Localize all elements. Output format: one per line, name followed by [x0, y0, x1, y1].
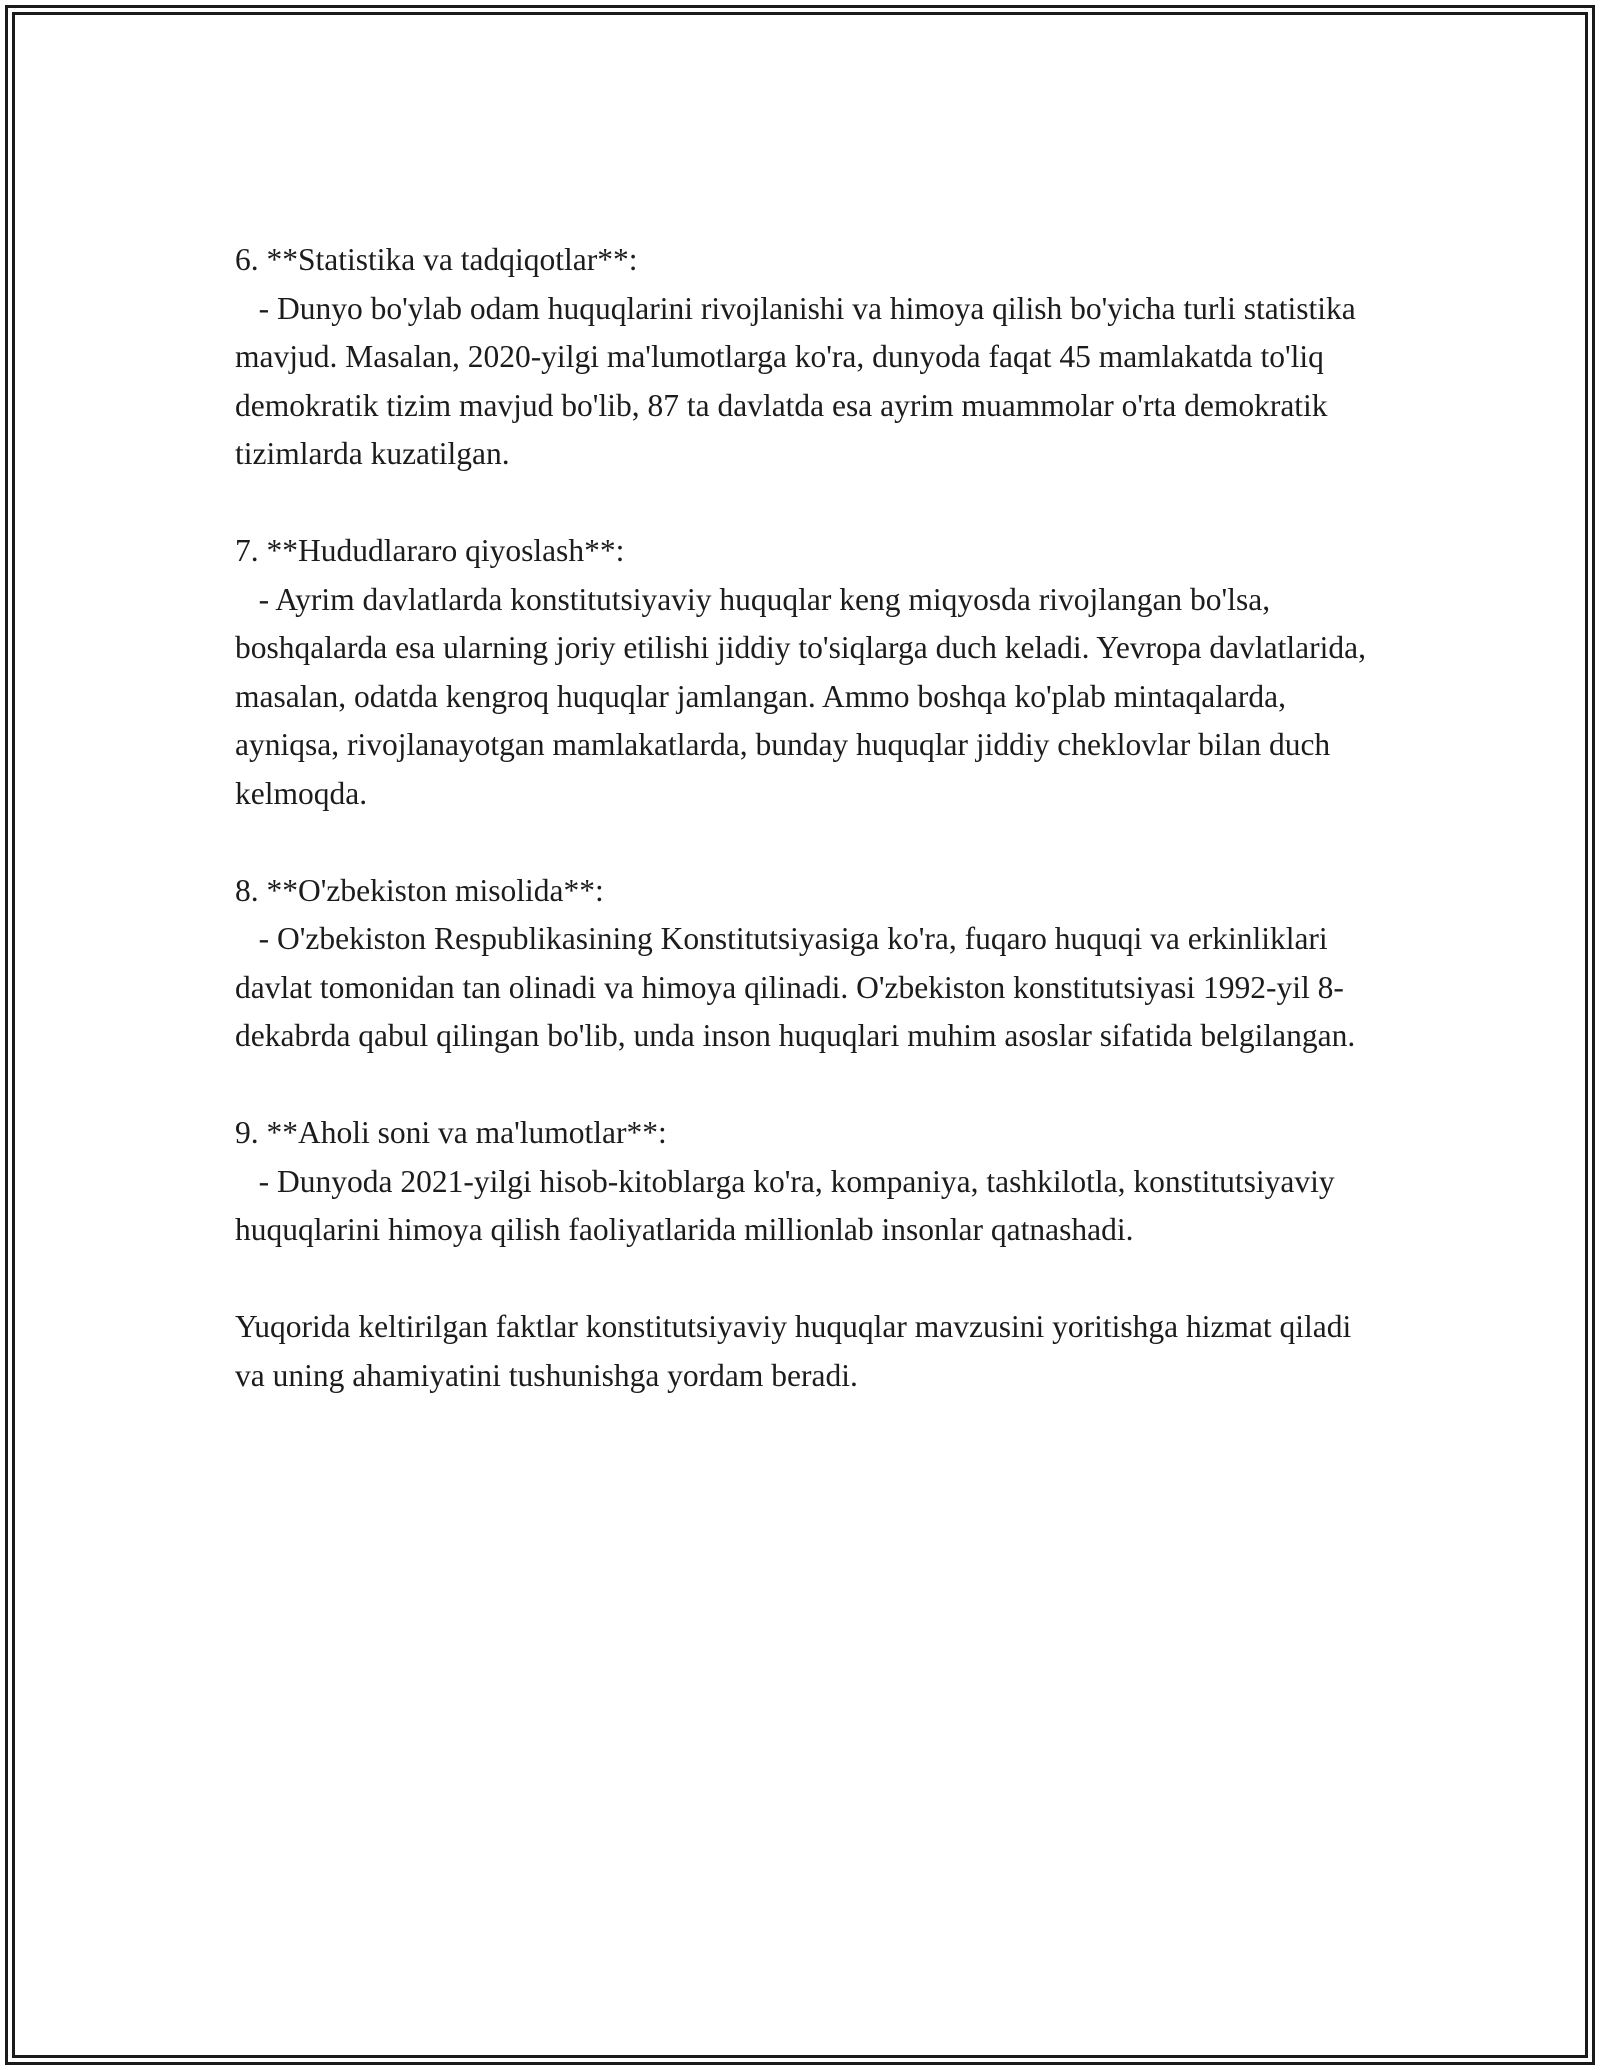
conclusion-paragraph: Yuqorida keltirilgan faktlar konstitutsiyaviy huquqlar mavzusini yoritishga hizmat qiladi va uning ahamiyatini tushunishga yordam beradi.: [235, 1309, 1360, 1393]
section-bullet: - O'zbekiston Respublikasining Konstitutsiyasiga ko'ra, fuqaro huquqi va erkinliklari davlat tomonidan tan olinadi va himoya qilinadi. O'zbekiston konstitutsiyasi 1992-yil 8-dekabrda qabul qilingan bo'lib, unda inson huquqlari muhim asoslar sifatida belgilangan.: [235, 921, 1356, 1053]
section-heading: 9. **Aholi soni va ma'lumotlar**:: [235, 1115, 667, 1150]
section-uzbekistan-example: [235, 867, 1375, 1061]
section-heading: 8. **O'zbekiston misolida**:: [235, 872, 604, 908]
section-bullet: - Ayrim davlatlarda konstitutsiyaviy huquqlar keng miqyosda rivojlangan bo'lsa, boshqalarda esa ularning joriy etilishi jiddiy to'siqlarga duch keladi. Yevropa davlatlarida, masalan, odatda kengroq huquqlar jamlangan. Ammo boshqa ko'plab mintaqalarda, ayniqsa, rivojlanayotgan mamlakatlarda, bunday huquqlar jiddiy cheklovlar bilan duch kelmoqda.: [235, 581, 1374, 811]
section-bullet: - Dunyoda 2021-yilgi hisob-kitoblarga ko'ra, kompaniya, tashkilotla, konstitutsiyaviy huquqlarini himoya qilish faoliyatlarida millionlab insonlar qatnashadi.: [235, 1163, 1343, 1247]
section-heading: 7. **Hududlararo qiyoslash**:: [235, 533, 625, 568]
section-heading: 6. **Statistika va tadqiqotlar**:: [235, 242, 638, 277]
section-statistics: [235, 236, 1375, 479]
section-population-data: [235, 1109, 1375, 1255]
section-regional-comparison: [235, 527, 1375, 818]
document-body: [235, 236, 1375, 1400]
section-bullet: - Dunyo bo'ylab odam huquqlarini rivojlanishi va himoya qilish bo'yicha turli statistika mavjud. Masalan, 2020-yilgi ma'lumotlarga ko'ra, dunyoda faqat 45 mamlakatda to'liq demokratik tizim mavjud bo'lib, 87 ta davlatda esa ayrim muammolar o'rta demokratik tizimlarda kuzatilgan.: [235, 290, 1364, 471]
